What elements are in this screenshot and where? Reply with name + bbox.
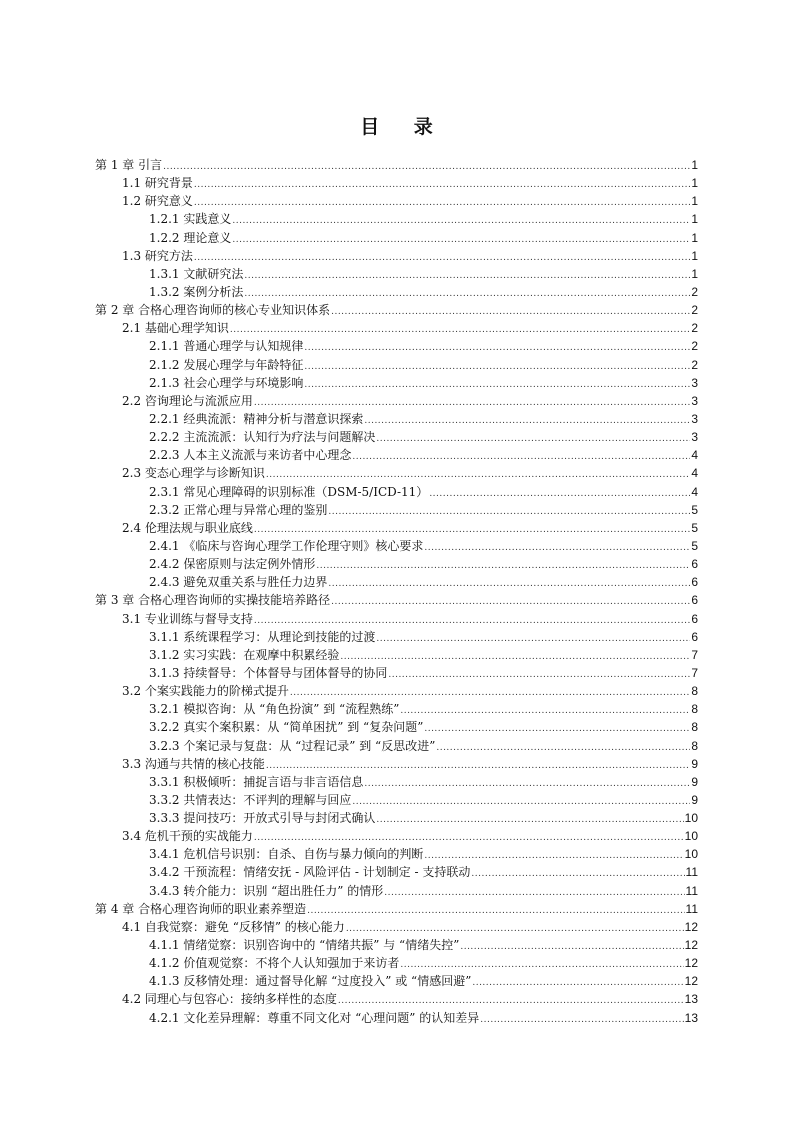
toc-entry-text: 2.4 伦理法规与职业底线	[122, 520, 253, 535]
toc-entry-page: 8	[691, 738, 698, 753]
toc-entry-text: 3.3.1 积极倾听：捕捉言语与非言语信息	[149, 774, 364, 789]
toc-entry-page: 12	[684, 919, 698, 934]
dot-leader	[352, 793, 690, 811]
toc-entry[interactable]	[95, 972, 698, 990]
toc-entry-page: 10	[684, 829, 698, 844]
toc-entry-text: 1.2 研究意义	[122, 194, 193, 209]
dot-leader	[194, 194, 690, 212]
dot-leader	[328, 503, 690, 521]
toc-entry-text: 2.2.3 人本主义流派与来访者中心理念	[149, 448, 352, 463]
toc-entry-page: 9	[691, 756, 698, 771]
toc-entry-page: 1	[691, 194, 698, 209]
toc-entry[interactable]	[95, 156, 698, 174]
dot-leader	[232, 212, 690, 230]
toc-entry-page: 1	[691, 212, 698, 227]
toc-entry-text: 4.1.3 反移情处理：通过督导化解 “过度投入” 或 “情感回避”	[149, 974, 472, 989]
toc-entry-text: 2.1.1 普通心理学与认知规律	[149, 339, 304, 354]
toc-entry-text: 3.2 个案实践能力的阶梯式提升	[122, 684, 289, 699]
toc-entry-text: 4.1.2 价值观觉察：不将个人认知强加于来访者	[149, 956, 400, 971]
toc-entry-text: 2.3 变态心理学与诊断知识	[122, 466, 265, 481]
toc-entry-page: 9	[691, 774, 698, 789]
toc-entry[interactable]	[95, 664, 698, 682]
toc-entry-text: 3.4.2 干预流程：情绪安抚 - 风险评估 - 计划制定 - 支持联动	[149, 865, 471, 880]
toc-entry-text: 3.4 危机干预的实战能力	[122, 829, 253, 844]
toc-entry-text: 3.2.1 模拟咨询：从 “角色扮演” 到 “流程熟练”	[149, 702, 400, 717]
toc-entry-page: 2	[691, 321, 698, 336]
toc-entry-text: 第 3 章 合格心理咨询师的实操技能培养路径	[95, 593, 331, 608]
toc-entry-text: 3.4.1 危机信号识别：自杀、自伤与暴力倾向的判断	[149, 847, 424, 862]
dot-leader	[232, 231, 690, 249]
toc-entry-text: 第 2 章 合格心理咨询师的核心专业知识体系	[95, 303, 331, 318]
toc-entry-text: 3.3.3 提问技巧：开放式引导与封闭式确认	[149, 811, 376, 826]
toc-entry[interactable]	[95, 501, 698, 519]
dot-leader	[340, 648, 690, 666]
toc-entry[interactable]	[95, 464, 698, 482]
dot-leader	[424, 539, 690, 557]
toc-entry-page: 4	[691, 466, 698, 481]
toc-entry-page: 12	[684, 974, 698, 989]
dot-leader	[364, 412, 690, 430]
dot-leader	[304, 339, 690, 357]
toc-entry-page: 2	[691, 357, 698, 372]
toc-entry-page: 9	[691, 792, 698, 807]
dot-leader	[194, 176, 690, 194]
toc-entry[interactable]	[95, 610, 698, 628]
toc-entry[interactable]	[95, 247, 698, 265]
dot-leader	[328, 575, 690, 593]
toc-entry-text: 1.3.1 文献研究法	[149, 266, 244, 281]
toc-entry-text: 2.2.2 主流流派：认知行为疗法与问题解决	[149, 430, 376, 445]
toc-entry-text: 3.1.1 系统课程学习：从理论到技能的过渡	[149, 629, 376, 644]
toc-entry[interactable]	[95, 773, 698, 791]
toc-entry-text: 1.2.2 理论意义	[149, 230, 232, 245]
toc-entry[interactable]	[95, 1009, 698, 1027]
dot-leader	[472, 974, 683, 992]
toc-entry-page: 8	[691, 720, 698, 735]
toc-entry[interactable]	[95, 265, 698, 283]
toc-entry-text: 2.3.1 常见心理障碍的识别标准（DSM-5/ICD-11）	[149, 484, 429, 499]
dot-leader	[364, 775, 690, 793]
toc-entry[interactable]	[95, 192, 698, 210]
toc-entry-page: 12	[684, 938, 698, 953]
toc-entry[interactable]	[95, 483, 698, 501]
toc-entry-page: 13	[684, 1010, 698, 1025]
dot-leader	[429, 485, 690, 503]
toc-entry-page: 1	[691, 248, 698, 263]
toc-entry-text: 2.1.3 社会心理学与环境影响	[149, 375, 304, 390]
toc-entry-text: 4.1.1 情绪觉察：识别咨询中的 “情绪共振” 与 “情绪失控”	[149, 938, 460, 953]
dot-leader	[388, 666, 690, 684]
toc-entry-page: 3	[691, 411, 698, 426]
toc-entry-text: 3.3 沟通与共情的核心技能	[122, 756, 265, 771]
toc-entry-text: 2.4.1 《临床与咨询心理学工作伦理守则》核心要求	[149, 538, 424, 553]
toc-entry-page: 11	[685, 865, 698, 880]
toc-entry-page: 7	[691, 647, 698, 662]
toc-entry-text: 2.2 咨询理论与流派应用	[122, 393, 253, 408]
toc-entry[interactable]	[95, 718, 698, 736]
toc-entry[interactable]	[95, 591, 698, 609]
toc-entry-page: 12	[684, 956, 698, 971]
toc-entry[interactable]	[95, 990, 698, 1008]
dot-leader	[400, 702, 690, 720]
toc-entry-page: 3	[691, 430, 698, 445]
toc-entry-page: 11	[685, 883, 698, 898]
toc-entry-page: 5	[691, 520, 698, 535]
dot-leader	[480, 1011, 683, 1029]
toc-entry-page: 1	[691, 266, 698, 281]
toc-entry[interactable]	[95, 954, 698, 972]
toc-entry-text: 4.2 同理心与包容心：接纳多样性的态度	[122, 992, 337, 1007]
toc-entry[interactable]	[95, 428, 698, 446]
toc-entry-text: 2.1 基础心理学知识	[122, 321, 229, 336]
toc-entry-text: 3.1.3 持续督导：个体督导与团体督导的协同	[149, 665, 388, 680]
toc-entry-page: 6	[691, 593, 698, 608]
dot-leader	[471, 865, 684, 883]
toc-entry-page: 4	[691, 448, 698, 463]
toc-entry-text: 4.2.1 文化差异理解：尊重不同文化对 “心理问题” 的认知差异	[149, 1010, 480, 1025]
dot-leader	[460, 938, 683, 956]
toc-entry-page: 2	[691, 339, 698, 354]
dot-leader	[194, 249, 690, 267]
toc-entry-text: 1.1 研究背景	[122, 176, 193, 191]
toc-entry-text: 1.3.2 案例分析法	[149, 284, 244, 299]
toc-entry-text: 1.2.1 实践意义	[149, 212, 232, 227]
toc-entry-text: 2.1.2 发展心理学与年龄特征	[149, 357, 304, 372]
toc-entry-text: 3.3.2 共情表达：不评判的理解与回应	[149, 792, 352, 807]
toc-entry-page: 7	[691, 665, 698, 680]
toc-entry-page: 5	[691, 538, 698, 553]
dot-leader	[331, 303, 690, 321]
toc-entry[interactable]	[95, 936, 698, 954]
toc-entry-page: 10	[684, 811, 698, 826]
toc-entry[interactable]	[95, 700, 698, 718]
toc-entry-text: 2.4.3 避免双重关系与胜任力边界	[149, 575, 328, 590]
dot-leader	[376, 430, 690, 448]
toc-entry[interactable]	[95, 337, 698, 355]
toc-entry[interactable]	[95, 809, 698, 827]
toc-entry-page: 1	[691, 176, 698, 191]
toc-entry[interactable]	[95, 900, 698, 918]
toc-entry-page: 6	[691, 629, 698, 644]
toc-entry[interactable]	[95, 229, 698, 247]
toc-entry[interactable]	[95, 918, 698, 936]
toc-entry-page: 11	[685, 901, 698, 916]
toc-entry[interactable]	[95, 863, 698, 881]
dot-leader	[304, 376, 690, 394]
toc-entry[interactable]	[95, 174, 698, 192]
toc-entry-page: 4	[691, 484, 698, 499]
toc-entry-page: 3	[691, 375, 698, 390]
toc-entry[interactable]	[95, 519, 698, 537]
toc-entry-page: 6	[691, 575, 698, 590]
toc-title: 目 录	[360, 116, 447, 138]
toc-entry[interactable]	[95, 555, 698, 573]
toc-entry-page: 8	[691, 684, 698, 699]
toc-entry[interactable]	[95, 737, 698, 755]
toc-entry-text: 3.4.3 转介能力：识别 “超出胜任力” 的情形	[149, 883, 384, 898]
toc-entry[interactable]	[95, 537, 698, 555]
dot-leader	[424, 720, 690, 738]
toc-entry[interactable]	[95, 356, 698, 374]
toc-entry-text: 3.2.3 个案记录与复盘：从 “过程记录” 到 “反思改进”	[149, 738, 436, 753]
toc-entry-text: 3.2.2 真实个案积累：从 “简单困扰” 到 “复杂问题”	[149, 720, 424, 735]
toc-entry-text: 第 1 章 引言	[95, 158, 163, 172]
toc-entry-text: 3.1 专业训练与督导支持	[122, 611, 253, 626]
toc-entry[interactable]	[95, 319, 698, 337]
toc-entry[interactable]	[95, 827, 698, 845]
toc-entry-page: 2	[691, 284, 698, 299]
toc-entry-text: 2.4.2 保密原则与法定例外情形	[149, 557, 316, 572]
toc-entry-page: 10	[684, 847, 698, 862]
toc-entry-page: 1	[691, 230, 698, 245]
dot-leader	[304, 358, 690, 376]
dot-leader	[376, 811, 683, 829]
dot-leader	[376, 630, 690, 648]
toc-entry[interactable]	[95, 845, 698, 863]
toc-entry-text: 4.1 自我觉察：避免 “反移情” 的核心能力	[122, 919, 345, 934]
toc-entry-text: 2.3.2 正常心理与异常心理的鉴别	[149, 502, 328, 517]
toc-entry[interactable]	[95, 882, 698, 900]
toc-entry-text: 3.1.2 实习实践：在观摩中积累经验	[149, 647, 340, 662]
toc-entry[interactable]	[95, 646, 698, 664]
toc-entry-page: 8	[691, 702, 698, 717]
toc-entry[interactable]	[95, 682, 698, 700]
dot-leader	[307, 902, 684, 920]
toc-entry[interactable]	[95, 755, 698, 773]
toc-entry[interactable]	[95, 374, 698, 392]
toc-entry[interactable]	[95, 410, 698, 428]
dot-leader	[352, 448, 690, 466]
toc-entry-page: 13	[684, 992, 698, 1007]
toc-entry[interactable]	[95, 301, 698, 319]
toc-entry[interactable]	[95, 446, 698, 464]
toc-entry[interactable]	[95, 392, 698, 410]
toc-entry-page: 1	[691, 158, 698, 172]
toc-entry-page: 2	[691, 303, 698, 318]
dot-leader	[384, 884, 684, 902]
toc-entry-text: 1.3 研究方法	[122, 248, 193, 263]
toc-entry[interactable]	[95, 573, 698, 591]
dot-leader	[163, 158, 690, 176]
toc-entry[interactable]	[95, 210, 698, 228]
toc-entry[interactable]	[95, 628, 698, 646]
dot-leader	[331, 593, 690, 611]
dot-leader	[436, 739, 690, 757]
toc-entry[interactable]	[95, 791, 698, 809]
toc-entry-page: 3	[691, 393, 698, 408]
toc-entry-page: 6	[691, 557, 698, 572]
dot-leader	[316, 557, 690, 575]
table-of-contents	[95, 156, 698, 1027]
toc-entry-page: 6	[691, 611, 698, 626]
toc-entry[interactable]	[95, 283, 698, 301]
dot-leader	[244, 267, 690, 285]
toc-entry-page: 5	[691, 502, 698, 517]
toc-entry-text: 2.2.1 经典流派：精神分析与潜意识探索	[149, 411, 364, 426]
toc-entry-text: 第 4 章 合格心理咨询师的职业素养塑造	[95, 901, 307, 916]
